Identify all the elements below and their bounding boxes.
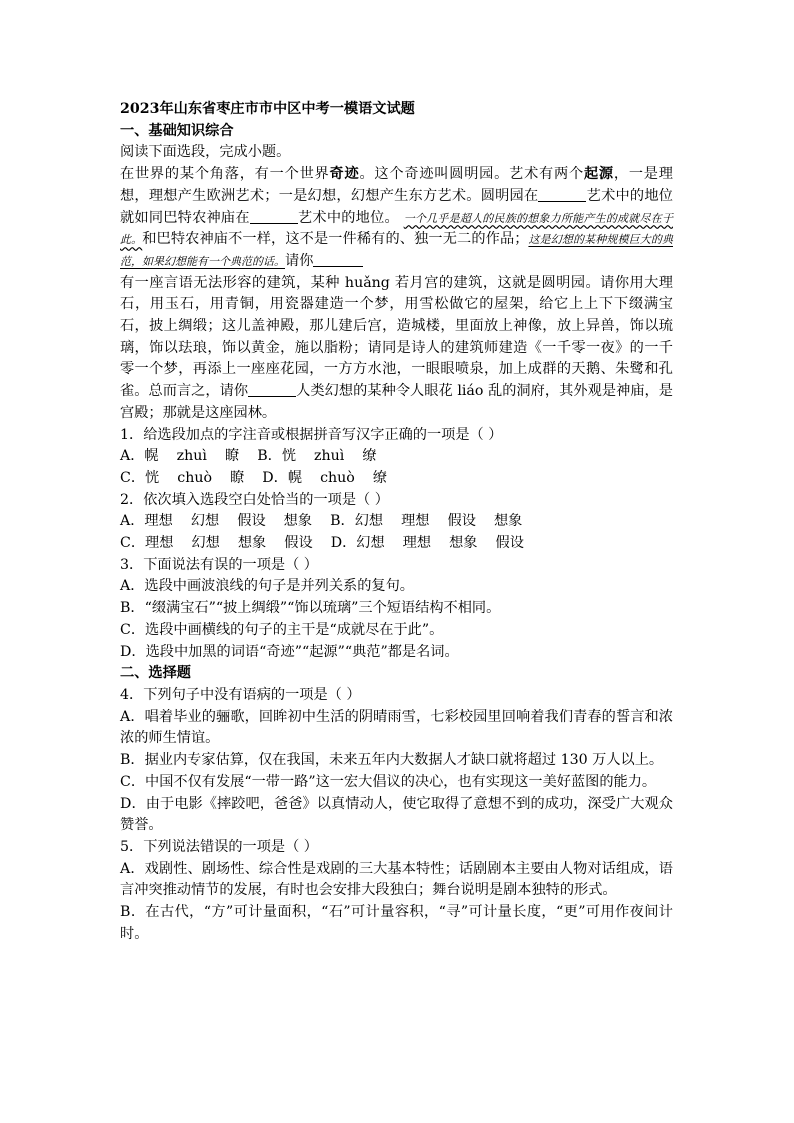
question-5-option[interactable]: B．在古代，“方”可计量面积，“石”可计量容积，“寻”可计量长度，“更”可用作夜间计时。 <box>120 904 673 942</box>
question-2-option[interactable]: C．理想 幻想 想象 假设 D．幻想 理想 想象 假设 <box>120 535 524 552</box>
document-title: 2023年山东省枣庄市市中区中考一模语文试题 <box>120 101 415 117</box>
section-heading-1: 一、基础知识综合 <box>120 122 234 139</box>
passage-text: 。这个奇迹叫圆明园。艺术有两个 <box>359 166 584 183</box>
passage-text: 艺术中的地位就如同巴特农神庙在 <box>120 187 673 226</box>
answer-blank[interactable] <box>313 252 363 267</box>
reading-instruction: 阅读下面选段，完成小题。 <box>120 144 291 161</box>
question-4-option[interactable]: C．中国不仅有发展“一带一路”这一宏大倡议的决心，也有实现这一美好蓝图的能力。 <box>120 773 657 790</box>
question-3-option[interactable]: B．“缀满宝石”“披上绸缎”“饰以琉璃”三个短语结构不相同。 <box>120 600 501 617</box>
question-3-option[interactable]: C．选段中画横线的句子的主干是“成就尽在于此”。 <box>120 621 444 638</box>
question-1-option[interactable]: C．恍 chuò 瞭 D．幌 chuò 缭 <box>120 469 388 486</box>
question-1-option[interactable]: A．幌 zhuì 瞭 B．恍 zhuì 缭 <box>120 448 377 465</box>
question-4-option[interactable]: A．唱着毕业的骊歌，回眸初中生活的阴晴雨雪，七彩校园里回响着我们青春的誓言和浓浓的师生情谊。 <box>120 708 673 747</box>
question-2-stem: 2．依次填入选段空白处恰当的一项是（ ） <box>120 491 389 508</box>
question-3-option[interactable]: D．选段中加黑的词语“奇迹”“起源”“典范”都是名词。 <box>120 643 459 660</box>
passage-text: 和巴特农神庙不一样，这不是一件稀有的、独一无二的作品； <box>142 231 529 248</box>
bold-word-qiji: 奇迹 <box>329 166 360 183</box>
question-1-stem: 1．给选段加点的字注音或根据拼音写汉字正确的一项是（ ） <box>120 426 503 443</box>
question-5-stem: 5．下列说法错误的一项是（ ） <box>120 838 318 855</box>
question-3-option[interactable]: A．选段中画波浪线的句子是并列关系的复句。 <box>120 578 414 595</box>
underlined-sentence: 这是幻想的某种规模巨大的典范，如果幻想能有一个典范的话。 <box>120 233 673 268</box>
section-heading-2: 二、选择题 <box>120 665 191 682</box>
question-4-stem: 4．下列句子中没有语病的一项是（ ） <box>120 686 361 703</box>
document-content <box>120 99 673 945</box>
passage-text: 在世界的某个角落，有一个世界 <box>120 166 330 183</box>
passage-text: 艺术中的地位。 <box>297 209 399 226</box>
question-2-option[interactable]: A．理想 幻想 假设 想象 B．幻想 理想 假设 想象 <box>120 513 523 530</box>
passage-text: 人类幻想的某种令人眼花 liáo 乱的洞府，其外观是神庙，是宫殿；那就是这座园林。 <box>120 383 673 421</box>
question-3-stem: 3．下面说法有误的一项是（ ） <box>120 556 318 573</box>
passage-text: ，一是理想，理想产生欧洲艺术；一是幻想，幻想产生东方艺术。圆明园在 <box>120 166 673 204</box>
passage-text: 请你 <box>285 252 314 269</box>
question-5-option[interactable]: A．戏剧性、剧场性、综合性是戏剧的三大基本特性；话剧剧本主要由人物对话组成，语言冲突推动情节的发展，有时也会安排大段独白；舞台说明是剧本独特的形式。 <box>120 860 673 899</box>
passage-paragraph-1 <box>120 164 673 273</box>
question-4-option[interactable]: D．由于电影《摔跤吧，爸爸》以真情动人，使它取得了意想不到的成功，深受广大观众赞誉。 <box>120 795 673 834</box>
answer-blank[interactable] <box>538 187 586 202</box>
question-4-option[interactable]: B．据业内专家估算，仅在我国，未来五年内大数据人才缺口就将超过 130 万人以上。 <box>120 752 664 769</box>
answer-blank[interactable] <box>250 209 298 224</box>
passage-paragraph-2 <box>120 273 673 425</box>
wavy-underlined-sentence: 一个几乎是超人的民族的想象力所能产生的成就尽在于此。 <box>120 211 673 247</box>
bold-word-qiyuan: 起源 <box>583 166 614 183</box>
passage-text: 有一座言语无法形容的建筑，某种 huǎng 若月宫的建筑，这就是圆明园。请你用大理石，用玉石，用青铜，用瓷器建造一个梦，用雪松做它的屋架，给它上上下下缀满宝石，披上绸缎；这儿盖神殿，那儿建后宫，造城楼，里面放上神像，放上异兽，饰以琉璃，饰以珐琅，饰以黄金，施以脂粉；请同是诗人的建筑师建造《一千零一夜》的一千零一个梦，再添上一座座花园，一方方水池，一眼眼喷泉，加上成群的天鹅、朱鹭和孔雀。总而言之，请你 <box>120 274 673 400</box>
answer-blank[interactable] <box>248 382 296 397</box>
